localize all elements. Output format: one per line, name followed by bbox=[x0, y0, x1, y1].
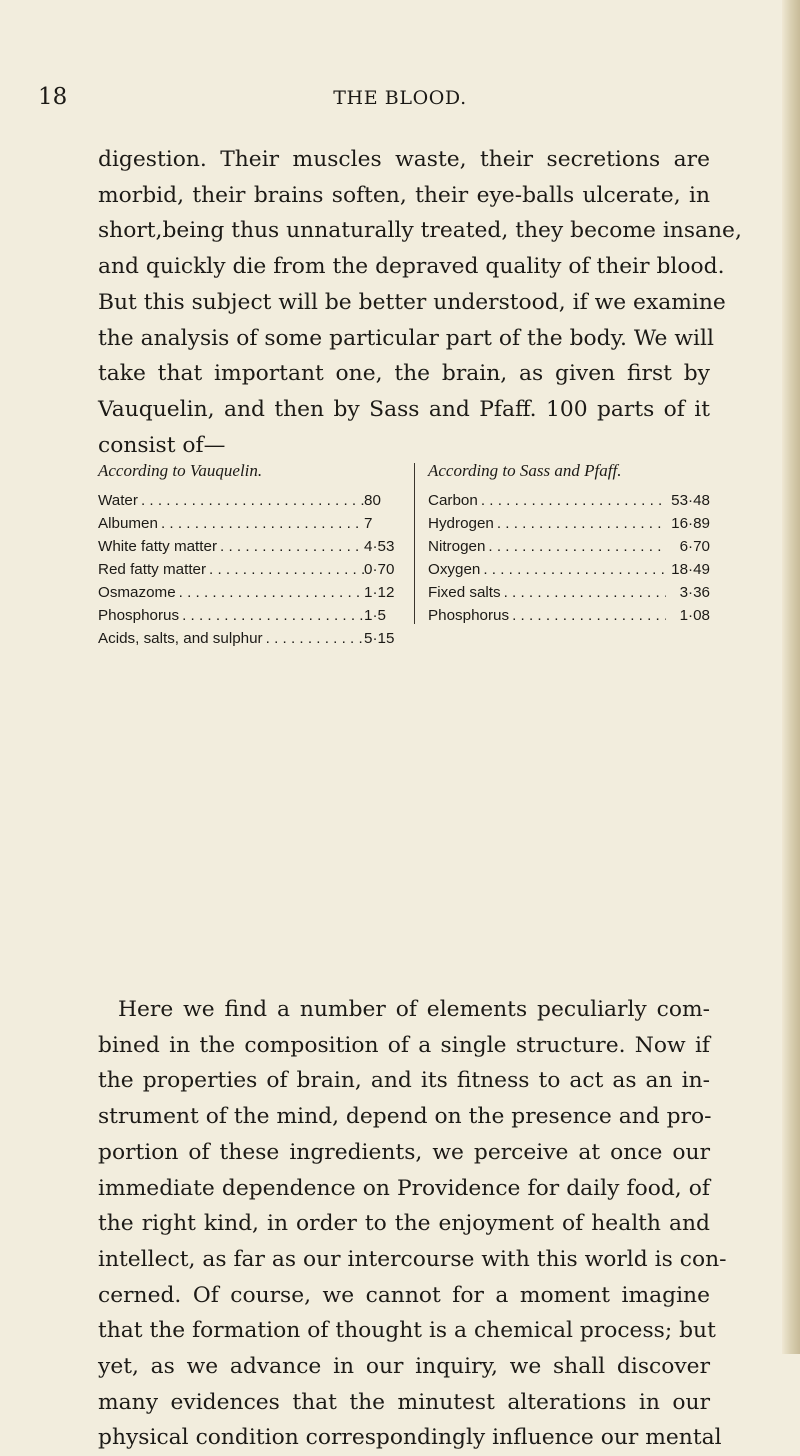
leader-dots bbox=[509, 604, 666, 627]
text-line: But this subject will be better understood, if we examine bbox=[98, 289, 726, 315]
table-row bbox=[428, 581, 710, 604]
row-name: Red fatty matter bbox=[98, 561, 207, 578]
text-line: cerned. Of course, we cannot for a moment imagine bbox=[98, 1282, 710, 1308]
text-line: bined in the composition of a single structure. Now if bbox=[98, 1032, 710, 1058]
row-name: Water bbox=[98, 492, 138, 509]
table-row bbox=[98, 558, 400, 581]
row-name: Fixed salts bbox=[428, 584, 501, 601]
row-value: 4·53 bbox=[364, 538, 395, 555]
table-row bbox=[98, 512, 400, 535]
text-line: take that important one, the brain, as given first by bbox=[98, 361, 710, 387]
text-line: portion of these ingredients, we perceive at once our bbox=[98, 1139, 710, 1165]
table-heading: According to Sass and Pfaff. bbox=[428, 461, 622, 480]
text-line: the analysis of some particular part of the body. We will bbox=[98, 325, 714, 351]
text-line: the right kind, in order to the enjoyment of health and bbox=[98, 1211, 710, 1237]
leader-dots bbox=[176, 581, 364, 604]
leader-dots bbox=[217, 535, 364, 558]
text-line: morbid, their brains soften, their eye-balls ulcerate, in bbox=[98, 182, 710, 208]
row-name: Osmazome bbox=[98, 584, 176, 601]
table-row bbox=[428, 489, 710, 512]
row-value: 6·70 bbox=[679, 538, 710, 555]
text-line: Vauquelin, and then by Sass and Pfaff. 100 parts of it bbox=[98, 396, 710, 422]
table-sass-pfaff bbox=[428, 461, 710, 627]
text-line: and quickly die from the depraved quality of their blood. bbox=[98, 254, 725, 280]
table-vauquelin bbox=[98, 461, 400, 650]
row-value: 16·89 bbox=[671, 515, 710, 532]
row-value: 7 bbox=[364, 515, 373, 532]
row-value: 0·70 bbox=[364, 561, 395, 578]
row-value: 53·48 bbox=[671, 492, 710, 509]
text-line: immediate dependence on Providence for daily food, of bbox=[98, 1175, 710, 1201]
table-row bbox=[428, 512, 710, 535]
row-name: White fatty matter bbox=[98, 538, 218, 555]
row-name: Acids, salts, and sulphur bbox=[98, 630, 263, 647]
leader-dots bbox=[206, 558, 364, 581]
text-line: that the formation of thought is a chemical process; but bbox=[98, 1318, 716, 1344]
column-divider bbox=[414, 463, 415, 624]
leader-dots bbox=[480, 558, 666, 581]
leader-dots bbox=[158, 512, 364, 535]
text-line: short,being thus unnaturally treated, they become insane, bbox=[98, 218, 742, 244]
table-row bbox=[98, 627, 400, 650]
table-row bbox=[428, 535, 710, 558]
table-row bbox=[98, 604, 400, 627]
leader-dots bbox=[494, 512, 666, 535]
row-name: Nitrogen bbox=[428, 538, 486, 555]
text-line: physical condition correspondingly influence our mental bbox=[98, 1425, 722, 1451]
page-edge bbox=[782, 0, 800, 1354]
row-value: 80 bbox=[364, 492, 381, 509]
analysis-tables bbox=[98, 461, 710, 647]
row-name: Hydrogen bbox=[428, 515, 494, 532]
row-name: Oxygen bbox=[428, 561, 481, 578]
row-name: Albumen bbox=[98, 515, 158, 532]
table-row bbox=[98, 581, 400, 604]
row-name: Carbon bbox=[428, 492, 478, 509]
text-line: consist of— bbox=[98, 432, 226, 458]
row-value: 1·12 bbox=[364, 584, 395, 601]
row-value: 1·5 bbox=[364, 607, 386, 624]
leader-dots bbox=[485, 535, 666, 558]
row-value: 1·08 bbox=[679, 607, 710, 624]
leader-dots bbox=[138, 489, 364, 512]
table-row bbox=[428, 604, 710, 627]
table-row bbox=[98, 489, 400, 512]
text-line: many evidences that the minutest alterations in our bbox=[98, 1389, 710, 1415]
row-name: Phosphorus bbox=[98, 607, 180, 624]
text-line: intellect, as far as our intercourse with this world is con- bbox=[98, 1246, 727, 1272]
row-value: 3·36 bbox=[679, 584, 710, 601]
text-line: yet, as we advance in our inquiry, we shall discover bbox=[98, 1354, 710, 1380]
row-value: 5·15 bbox=[364, 630, 395, 647]
page-number: 18 bbox=[38, 84, 68, 110]
leader-dots bbox=[478, 489, 666, 512]
text-line: Here we find a number of elements peculiarly com- bbox=[118, 997, 710, 1022]
table-heading: According to Vauquelin. bbox=[98, 461, 263, 480]
running-head: THE BLOOD. bbox=[333, 87, 467, 109]
text-line: strument of the mind, depend on the presence and pro- bbox=[98, 1104, 712, 1130]
leader-dots bbox=[179, 604, 364, 627]
row-value: 18·49 bbox=[671, 561, 710, 578]
text-line: digestion. Their muscles waste, their secretions are bbox=[98, 147, 710, 172]
leader-dots bbox=[501, 581, 666, 604]
text-line: the properties of brain, and its fitness to act as an in- bbox=[98, 1068, 710, 1094]
page-header bbox=[0, 84, 800, 120]
table-row bbox=[98, 535, 400, 558]
paragraph-1 bbox=[98, 142, 742, 463]
row-name: Phosphorus bbox=[428, 607, 510, 624]
paragraph-2 bbox=[98, 992, 727, 1456]
leader-dots bbox=[263, 627, 364, 650]
table-row bbox=[428, 558, 710, 581]
